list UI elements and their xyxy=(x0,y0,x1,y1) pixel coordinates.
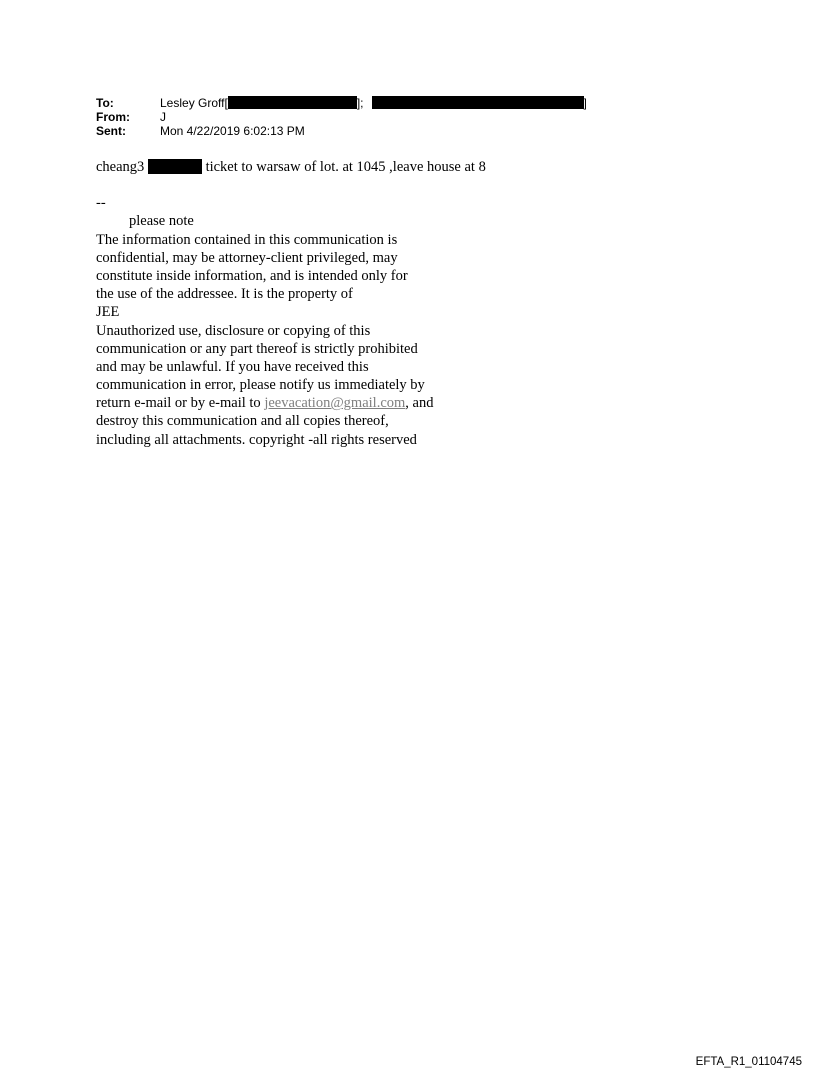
to-label: To: xyxy=(96,96,114,110)
disclaimer-line: Unauthorized use, disclosure or copying of this xyxy=(96,322,371,339)
recipient-name: Lesley Groff xyxy=(160,96,225,110)
sent-value: Mon 4/22/2019 6:02:13 PM xyxy=(160,124,305,138)
disclaimer-email-line xyxy=(96,394,656,412)
sent-label: Sent: xyxy=(96,124,126,138)
from-label: From: xyxy=(96,110,130,124)
redaction-box xyxy=(372,96,584,109)
disclaimer-line: communication in error, please notify us immediately by xyxy=(96,377,425,394)
from-value: J xyxy=(160,110,166,124)
disclaimer-line: including all attachments. copyright -all rights reserved xyxy=(96,431,417,448)
document-id: EFTA_R1_01104745 xyxy=(695,1056,802,1068)
disclaimer xyxy=(96,231,656,449)
disclaimer-line: and may be unlawful. If you have received this xyxy=(96,358,369,375)
to-value xyxy=(160,96,587,110)
email-body xyxy=(96,158,656,449)
email-line-suffix: , and xyxy=(405,395,434,412)
close-bracket: ] xyxy=(583,96,587,110)
redaction-box xyxy=(228,96,357,109)
disclaimer-line: communication or any part thereof is strictly prohibited xyxy=(96,340,418,357)
message-line xyxy=(96,158,656,176)
message-end: ticket to warsaw of lot. at 1045 ,leave house at 8 xyxy=(205,159,486,175)
disclaimer-line: constitute inside information, and is intended only for xyxy=(96,267,408,284)
disclaimer-line: The information contained in this communication is xyxy=(96,231,398,248)
email-line-prefix: return e-mail or by e-mail to xyxy=(96,395,265,412)
disclaimer-line: the use of the addressee. It is the property of xyxy=(96,286,353,303)
message-start: cheang3 xyxy=(96,159,145,175)
signature-dash: -- xyxy=(96,195,106,212)
open-bracket: [ xyxy=(224,96,228,110)
redaction-box xyxy=(148,159,202,174)
disclaimer-line: confidential, may be attorney-client privileged, may xyxy=(96,249,398,266)
recipient-separator: ]; xyxy=(356,96,364,110)
disclaimer-line: JEE xyxy=(96,304,120,321)
note-heading: please note xyxy=(129,213,194,230)
disclaimer-line: destroy this communication and all copies thereof, xyxy=(96,413,389,430)
email-link[interactable]: jeevacation@gmail.com xyxy=(264,395,406,412)
